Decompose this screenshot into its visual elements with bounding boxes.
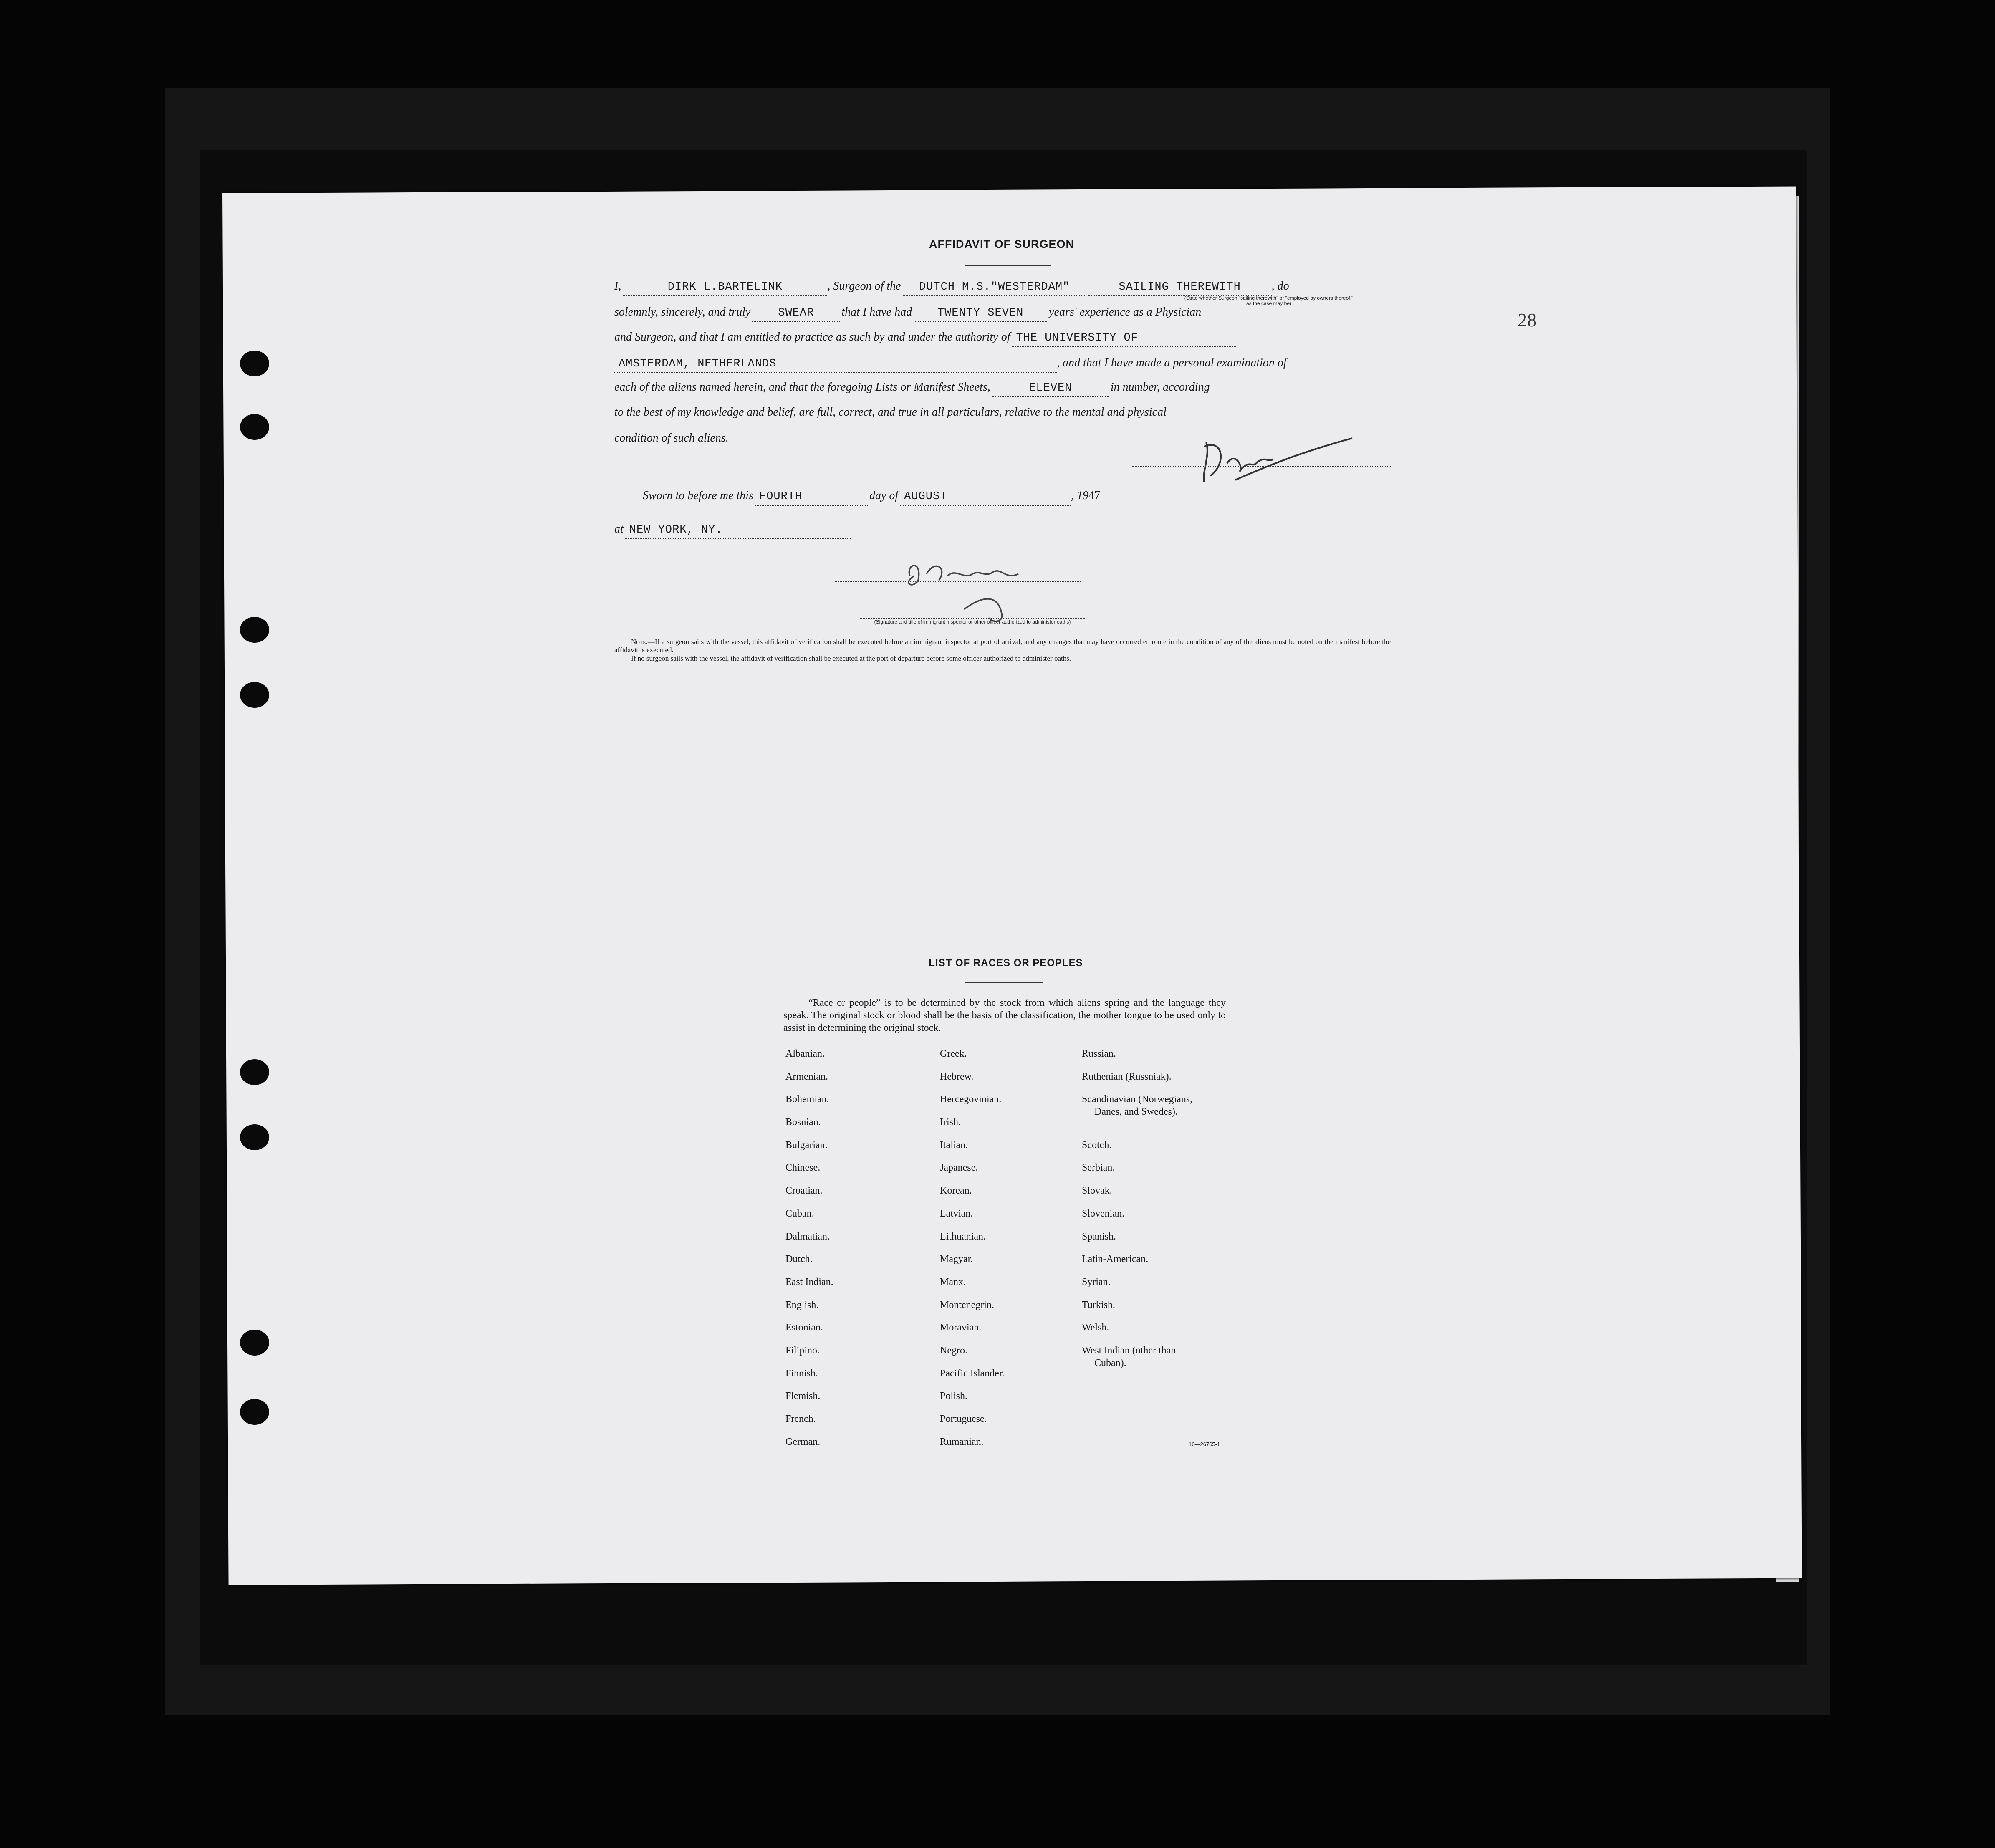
race-item: English.	[785, 1299, 819, 1310]
affidavit-title: AFFIDAVIT OF SURGEON	[929, 238, 1074, 250]
race-item: Rumanian.	[940, 1436, 984, 1447]
race-item: Hebrew.	[940, 1071, 974, 1082]
race-item: Cuban.	[785, 1208, 814, 1219]
races-intro: “Race or people” is to be determined by the stock from which aliens spring and the language they speak. The original stock or blood shall be the basis of the classification, the mother tongue to be used only to assist in determining the original stock.	[783, 997, 1226, 1033]
binder-hole	[240, 1399, 269, 1425]
race-item: Dutch.	[785, 1254, 813, 1265]
binder-hole	[240, 682, 269, 708]
binder-hole	[240, 414, 269, 440]
race-item: Korean.	[940, 1185, 972, 1197]
race-item: Serbian.	[1082, 1162, 1115, 1174]
race-item: Croatian.	[785, 1185, 823, 1197]
race-item: Slovak.	[1082, 1185, 1112, 1197]
race-item: German.	[785, 1436, 821, 1447]
at-line: at NEW YORK, NY.	[614, 522, 1391, 548]
race-item: Finnish.	[785, 1368, 818, 1379]
authority-field: THE UNIVERSITY OF	[1012, 330, 1237, 347]
race-item: Montenegrin.	[940, 1299, 994, 1310]
race-item: Polish.	[940, 1391, 968, 1402]
races-column-3	[1082, 1048, 1192, 1380]
binder-hole	[240, 1330, 269, 1356]
race-item: Portuguese.	[940, 1414, 987, 1424]
race-item: Slovenian.	[1082, 1208, 1124, 1219]
inspector-signature-line	[835, 581, 1081, 582]
races-column-2	[940, 1048, 1005, 1458]
sworn-line: Sworn to before me this FOURTH day of AUGUST , 1947	[643, 488, 1419, 514]
page-number: 28	[1518, 309, 1537, 331]
race-item: Bulgarian.	[785, 1139, 828, 1151]
race-item: Armenian.	[785, 1071, 828, 1082]
race-item: West Indian (other than	[1082, 1345, 1176, 1356]
race-item: Manx.	[940, 1276, 966, 1288]
race-item: Scandinavian (Norwegians,	[1082, 1094, 1193, 1105]
binder-hole	[240, 1059, 269, 1085]
race-item: Negro.	[940, 1345, 967, 1356]
affidavit-line-6: to the best of my knowledge and belief, are full, correct, and true in all particulars, relative to the mental and physical	[614, 406, 1167, 419]
race-item: Filipino.	[785, 1345, 820, 1356]
affidavit-note: Note.—If a surgeon sails with the vessel, this affidavit of verification shall be executed before an immigrant inspector at port of arrival, and any changes that may have occurred en route in the condition of any of the aliens must be noted on the manifest before the affidavit is executed. If no surgeon sails with the vessel, the affidavit of verification shall be executed at the port of departure before some officer authorized to administer oaths.	[614, 638, 1391, 662]
race-item: French.	[785, 1414, 816, 1424]
race-item: Lithuanian.	[940, 1231, 986, 1242]
sworn-year-field: 47	[1088, 489, 1101, 502]
affidavit-line-1: I, DIRK L.BARTELINK , Surgeon of the DUTCH M.S."WESTERDAM" SAILING THEREWITH , do	[614, 279, 1391, 305]
vessel-field: DUTCH M.S."WESTERDAM"	[903, 279, 1086, 296]
sailing-status-caption: (State whether Surgeon "sailing therewith" or "employed by owners thereof," as the case may be)	[1184, 295, 1354, 306]
inspector-signature	[897, 551, 1073, 626]
oath-field: SWEAR	[752, 305, 840, 322]
races-column-1	[785, 1048, 833, 1458]
signature-caption: (Signature and title of immigrant inspector or other officer authorized to administer oaths)	[874, 619, 1071, 625]
affidavit-line-5: each of the aliens named herein, and that the foregoing Lists or Manifest Sheets, ELEVEN in number, according	[614, 380, 1391, 406]
race-item: Syrian.	[1082, 1276, 1111, 1288]
sailing-status-field: SAILING THEREWITH	[1088, 279, 1272, 296]
race-item: Chinese.	[785, 1162, 821, 1174]
race-item: Latin-American.	[1082, 1254, 1149, 1265]
affidavit-line-3: and Surgeon, and that I am entitled to practice as such by and under the authority of THE UNIVERSITY OF	[614, 330, 1391, 356]
affidavit-line-2: solemnly, sincerely, and truly SWEAR that I have had TWENTY SEVEN years' experience as a Physician	[614, 305, 1391, 331]
sworn-day-field: FOURTH	[755, 488, 868, 506]
form-number: 16—26765-1	[1189, 1441, 1220, 1447]
race-item: East Indian.	[785, 1276, 833, 1288]
race-item: Cuban).	[1094, 1357, 1126, 1368]
years-field: TWENTY SEVEN	[914, 305, 1047, 322]
race-item: Spanish.	[1082, 1231, 1116, 1242]
sheets-field: ELEVEN	[992, 380, 1109, 397]
binder-hole	[240, 617, 269, 643]
race-item: Magyar.	[940, 1254, 973, 1265]
race-item: Latvian.	[940, 1208, 973, 1219]
inspector-title-line	[860, 618, 1085, 619]
race-item: Hercegovinian.	[940, 1094, 1002, 1105]
title-rule	[965, 265, 1051, 266]
race-item: Scotch.	[1082, 1139, 1112, 1151]
place-field: NEW YORK, NY.	[625, 522, 851, 539]
race-item: Danes, and Swedes).	[1094, 1106, 1178, 1118]
sworn-month-field: AUGUST	[900, 488, 1071, 506]
race-item: Greek.	[940, 1048, 967, 1059]
authority-field-2: AMSTERDAM, NETHERLANDS	[614, 356, 1057, 373]
race-item: Italian.	[940, 1139, 968, 1151]
affidavit-line-4: AMSTERDAM, NETHERLANDS , and that I have made a personal examination of	[614, 356, 1391, 381]
race-item: Turkish.	[1082, 1299, 1115, 1310]
binder-hole	[240, 1124, 269, 1150]
race-item: Welsh.	[1082, 1322, 1109, 1333]
affidavit-line-7: condition of such aliens.	[614, 432, 729, 444]
race-item: Estonian.	[785, 1322, 823, 1333]
binder-hole	[240, 351, 269, 376]
race-item: Moravian.	[940, 1322, 982, 1333]
race-item: Bohemian.	[785, 1094, 829, 1105]
surgeon-name-field: DIRK L.BARTELINK	[623, 279, 827, 296]
races-title-rule	[965, 982, 1043, 983]
races-title: LIST OF RACES OR PEOPLES	[929, 957, 1083, 969]
race-item: Dalmatian.	[785, 1231, 830, 1242]
surgeon-signature	[1198, 430, 1356, 488]
race-item: Bosnian.	[785, 1117, 821, 1128]
race-item: Flemish.	[785, 1391, 821, 1402]
race-item: Pacific Islander.	[940, 1368, 1005, 1379]
race-item: Irish.	[940, 1117, 961, 1128]
race-item: Albanian.	[785, 1048, 825, 1059]
race-item: Ruthenian (Russniak).	[1082, 1071, 1172, 1082]
race-item: Russian.	[1082, 1048, 1116, 1059]
race-item: Japanese.	[940, 1162, 978, 1174]
